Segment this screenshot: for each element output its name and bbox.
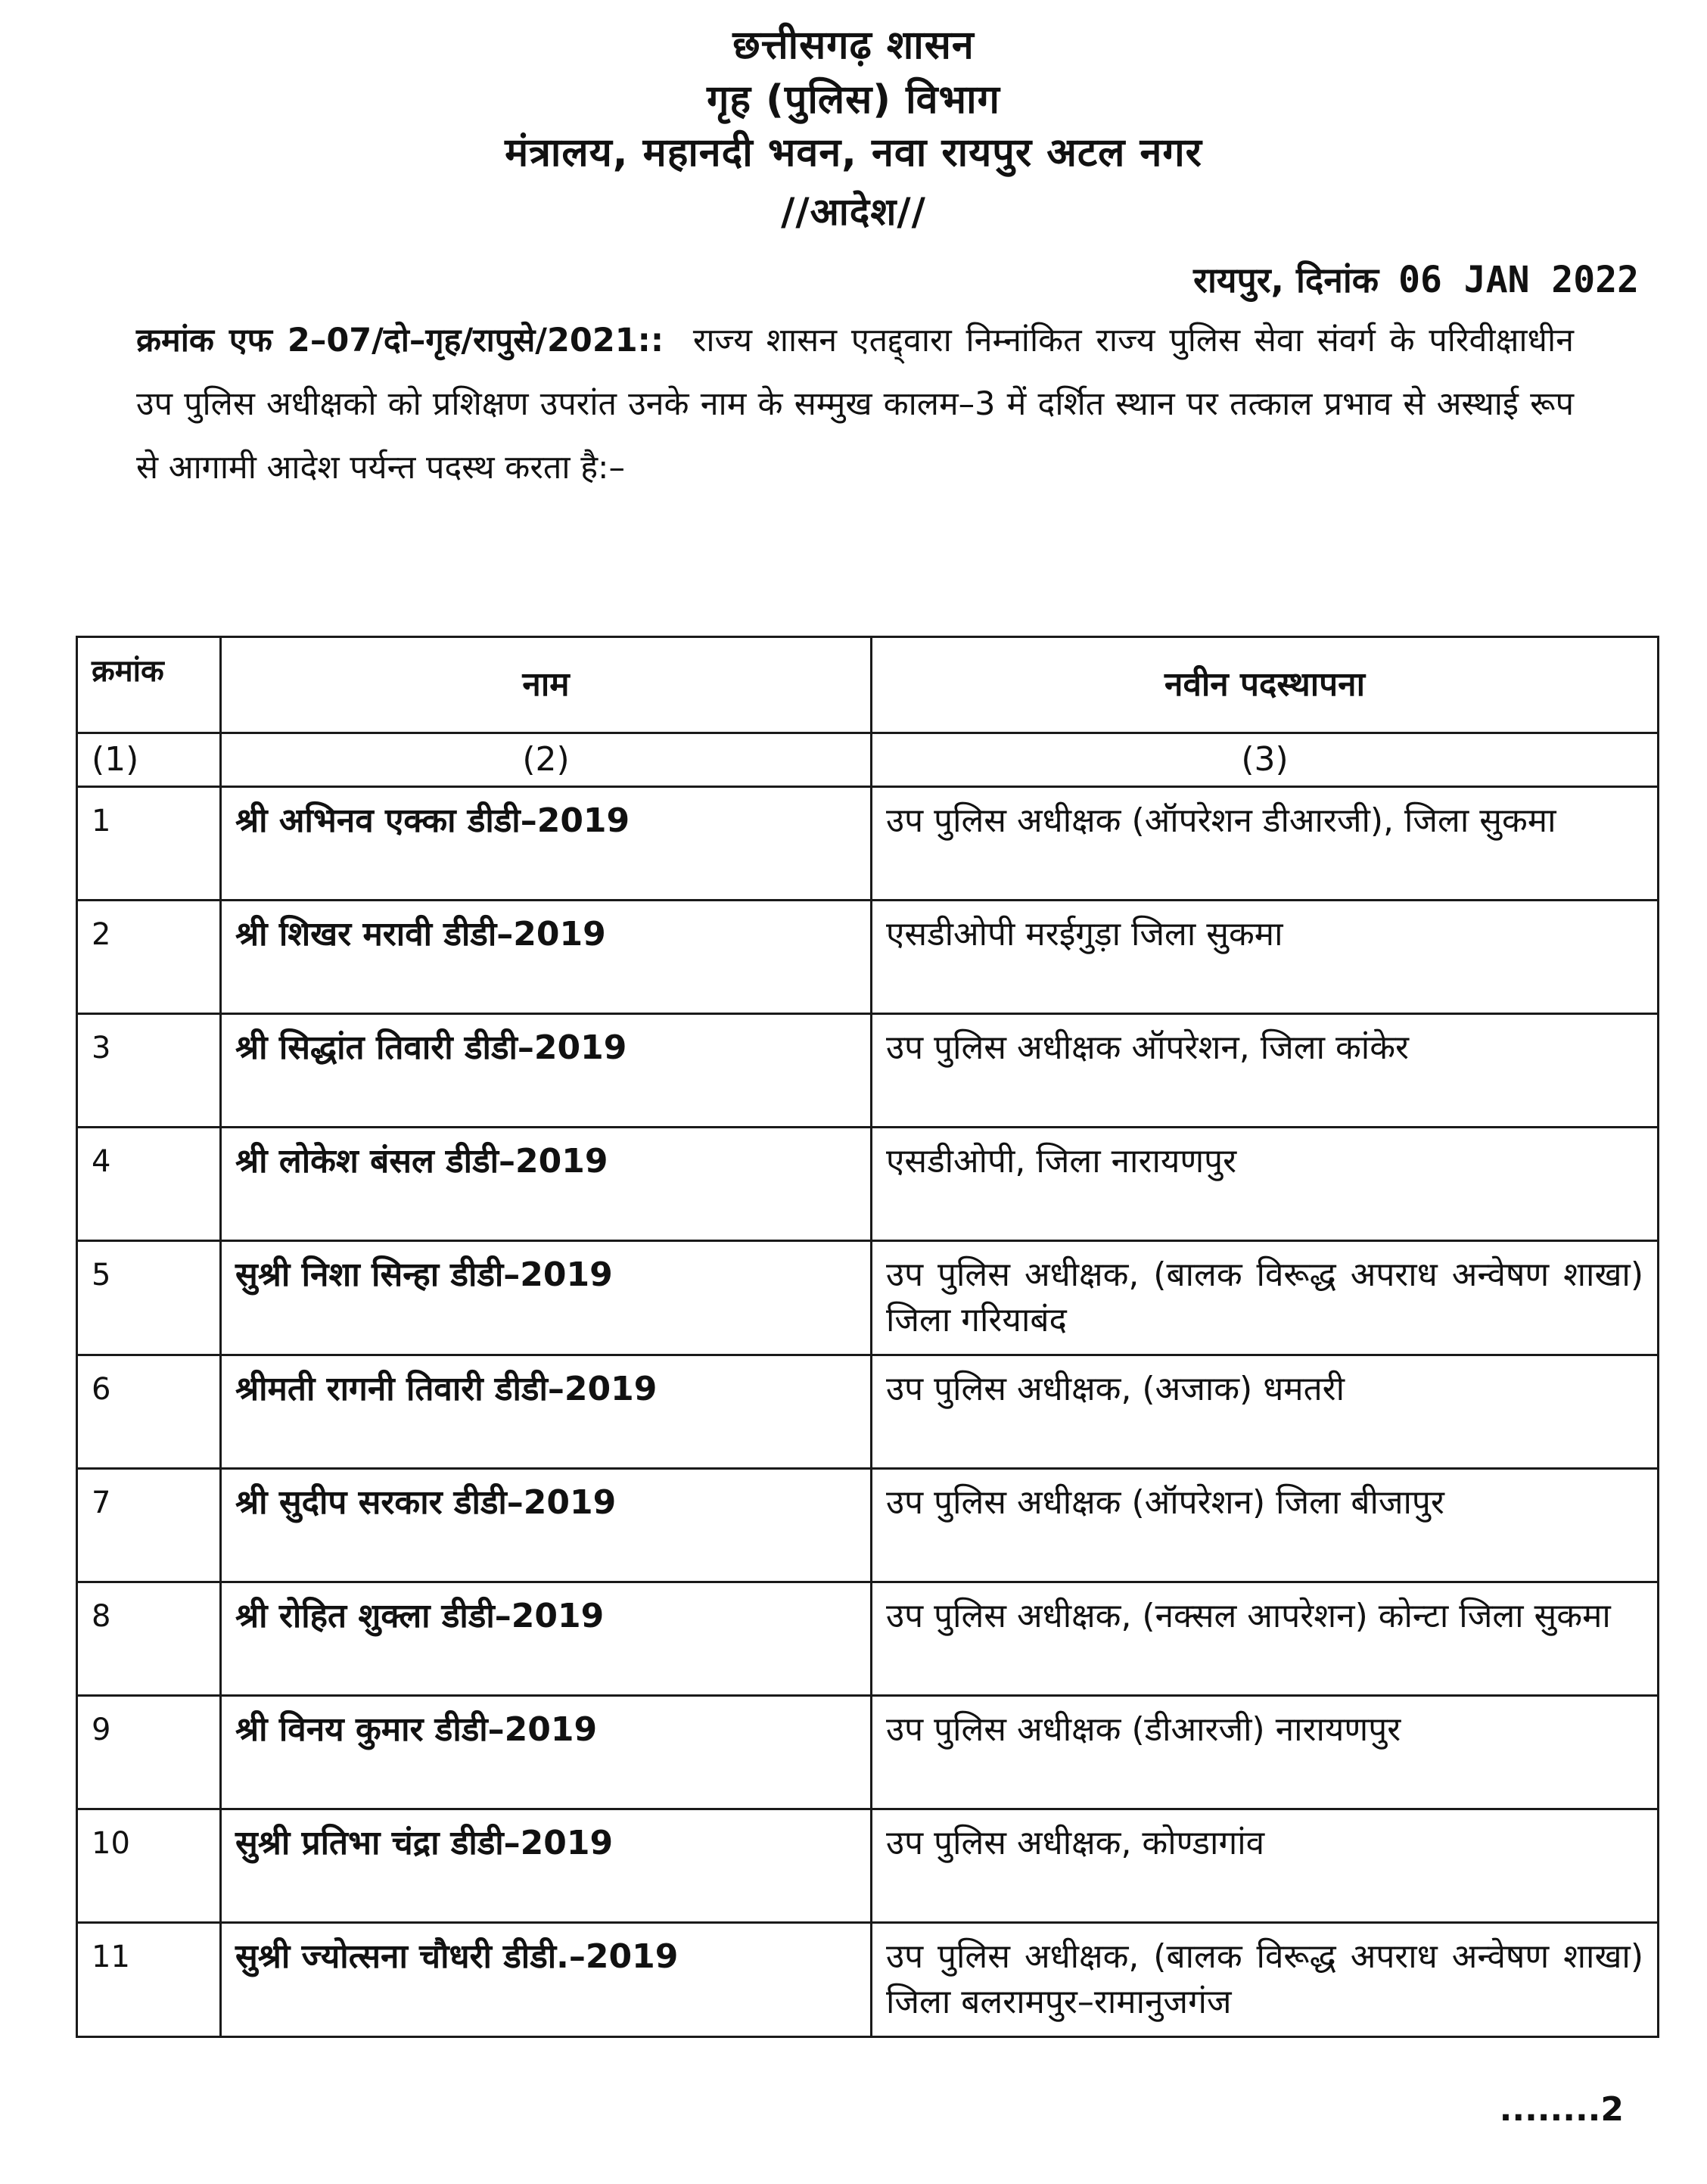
officer-name: श्री सुदीप सरकार डीडी–2019 (221, 1469, 872, 1582)
table-row (77, 787, 1659, 901)
order-paragraph (136, 309, 1574, 499)
row-serial: 10 (77, 1809, 221, 1923)
table-row (77, 901, 1659, 1014)
new-posting: उप पुलिस अधीक्षक (डीआरजी) नारायणपुर (872, 1696, 1659, 1809)
header-name: नाम (221, 637, 872, 733)
column-number: (2) (221, 733, 872, 787)
new-posting: एसडीओपी मरईगुड़ा जिला सुकमा (872, 901, 1659, 1014)
table-row (77, 1582, 1659, 1696)
officer-name: श्री रोहित शुक्ला डीडी–2019 (221, 1582, 872, 1696)
table-row (77, 1014, 1659, 1128)
ministry-address: मंत्रालय, महानदी भवन, नवा रायपुर अटल नगर (505, 130, 1202, 176)
department-title: गृह (पुलिस) विभाग (707, 77, 1000, 123)
row-serial: 8 (77, 1582, 221, 1696)
table-row (77, 1128, 1659, 1241)
order-text: राज्य शासन एतद्द्वारा निम्नांकित राज्य पुलिस सेवा संवर्ग के परिवीक्षाधीन उप पुलिस अधीक्षको को प्रशिक्षण उपरांत उनके नाम के सम्मुख कालम–3 में दर्शित स्थान पर तत्काल प्रभाव से अस्थाई रूप से आगामी आदेश पर्यन्त पदस्थ करता है:– (136, 322, 1574, 487)
table-row (77, 1809, 1659, 1923)
officer-name: श्री अभिनव एक्का डीडी–2019 (221, 787, 872, 901)
row-serial: 2 (77, 901, 221, 1014)
row-serial: 9 (77, 1696, 221, 1809)
new-posting: उप पुलिस अधीक्षक (ऑपरेशन डीआरजी), जिला सुकमा (872, 787, 1659, 901)
table-header-row (77, 637, 1659, 733)
order-date: 06 JAN 2022 (1398, 259, 1639, 301)
table-row (77, 1355, 1659, 1469)
row-serial: 11 (77, 1923, 221, 2037)
new-posting: उप पुलिस अधीक्षक, (बालक विरूद्ध अपराध अन्वेषण शाखा) जिला गरियाबंद (872, 1241, 1659, 1355)
row-serial: 3 (77, 1014, 221, 1128)
officer-name: सुश्री ज्योत्सना चौधरी डीडी.–2019 (221, 1923, 872, 2037)
column-number: (3) (872, 733, 1659, 787)
officer-name: श्रीमती रागनी तिवारी डीडी–2019 (221, 1355, 872, 1469)
header-posting: नवीन पदस्थापना (872, 637, 1659, 733)
new-posting: उप पुलिस अधीक्षक, (बालक विरूद्ध अपराध अन्वेषण शाखा) जिला बलरामपुर–रामानुजगंज (872, 1923, 1659, 2037)
new-posting: एसडीओपी, जिला नारायणपुर (872, 1128, 1659, 1241)
column-number: (1) (77, 733, 221, 787)
header-serial: क्रमांक (77, 637, 221, 733)
new-posting: उप पुलिस अधीक्षक, (अजाक) धमतरी (872, 1355, 1659, 1469)
officer-name: श्री शिखर मरावी डीडी–2019 (221, 901, 872, 1014)
new-posting: उप पुलिस अधीक्षक (ऑपरेशन) जिला बीजापुर (872, 1469, 1659, 1582)
date-label: रायपुर, दिनांक (1193, 260, 1379, 300)
table-row (77, 1469, 1659, 1582)
row-serial: 1 (77, 787, 221, 901)
row-serial: 6 (77, 1355, 221, 1469)
officer-name: श्री विनय कुमार डीडी–2019 (221, 1696, 872, 1809)
column-number-row (77, 733, 1659, 787)
officer-name: सुश्री निशा सिन्हा डीडी–2019 (221, 1241, 872, 1355)
page-continuation: ........2 (1499, 2090, 1624, 2129)
order-number: क्रमांक एफ 2–07/दो–गृह/रापुसे/2021:: (136, 322, 664, 359)
table-row (77, 1241, 1659, 1355)
new-posting: उप पुलिस अधीक्षक, (नक्सल आपरेशन) कोन्टा जिला सुकमा (872, 1582, 1659, 1696)
officer-name: श्री लोकेश बंसल डीडी–2019 (221, 1128, 872, 1241)
government-title: छत्तीसगढ़ शासन (732, 23, 975, 68)
new-posting: उप पुलिस अधीक्षक, कोण्डागांव (872, 1809, 1659, 1923)
posting-table (76, 636, 1659, 2038)
row-serial: 7 (77, 1469, 221, 1582)
order-heading: //आदेश// (781, 190, 926, 234)
date-line (1193, 257, 1639, 303)
table-row (77, 1923, 1659, 2037)
row-serial: 4 (77, 1128, 221, 1241)
officer-name: श्री सिद्धांत तिवारी डीडी–2019 (221, 1014, 872, 1128)
officer-name: सुश्री प्रतिभा चंद्रा डीडी–2019 (221, 1809, 872, 1923)
row-serial: 5 (77, 1241, 221, 1355)
new-posting: उप पुलिस अधीक्षक ऑपरेशन, जिला कांकेर (872, 1014, 1659, 1128)
table-row (77, 1696, 1659, 1809)
